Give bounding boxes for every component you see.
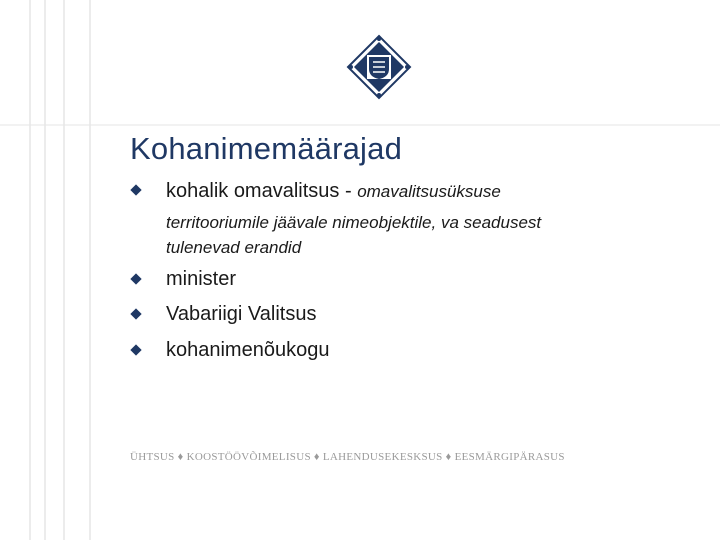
slide-title: Kohanimemäärajad — [130, 131, 403, 166]
coat-of-arms-logo — [346, 34, 412, 100]
bullet-item-1-continuation-1: territooriumile jäävale nimeobjektile, va seadusest — [166, 213, 542, 232]
bullet-item-2: minister — [166, 268, 237, 290]
footer-values: ÜHTSUS ♦ KOOSTÖÖVÕIMELISUS ♦ LAHENDUSEKESKSUS ♦ EESMÄRGIPÄRASUS — [130, 451, 565, 463]
bullet-item-1-italic: omavalitsusüksuse — [357, 182, 501, 201]
bullet-item-1-lead: kohalik omavalitsus - — [166, 180, 358, 202]
bullet-item-1 — [166, 180, 501, 203]
bullet-item-1-continuation-2: tulenevad erandid — [166, 238, 302, 257]
bullet-item-4: kohanimenõukogu — [166, 339, 330, 361]
bullet-item-3: Vabariigi Valitsus — [166, 303, 317, 325]
